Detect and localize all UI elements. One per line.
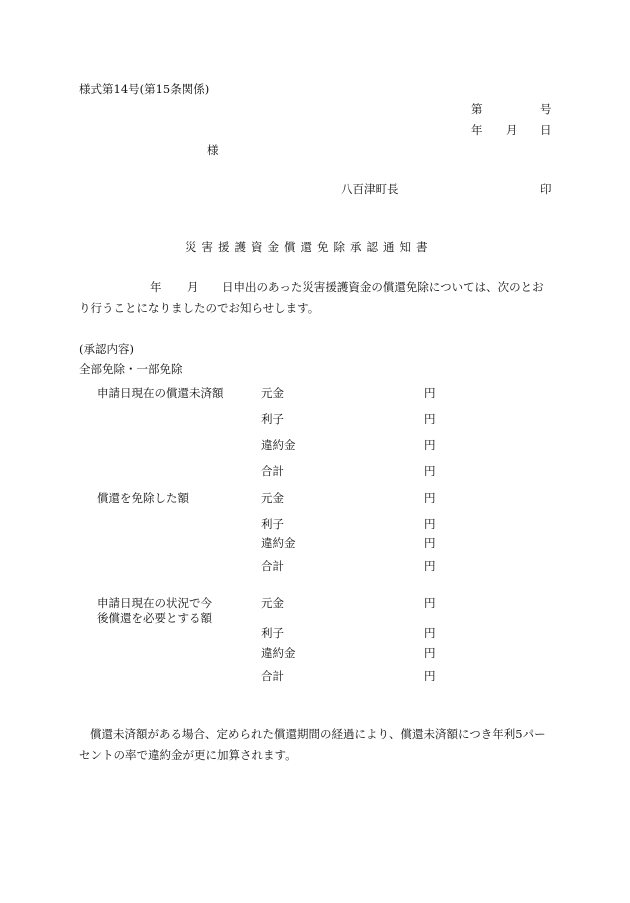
intro-paragraph <box>79 277 551 319</box>
row-unit: 円 <box>424 669 436 683</box>
row-unit: 円 <box>424 517 436 531</box>
document-title: 災害援護資金償還免除承認通知書 <box>185 240 433 254</box>
section-label: 後償還を必要とする額 <box>97 611 212 625</box>
recipient-honorific: 様 <box>207 143 219 157</box>
date-month: 月 <box>506 123 518 137</box>
row-item: 利子 <box>261 517 284 531</box>
date-day: 日 <box>540 123 552 137</box>
row-item: 合計 <box>261 464 284 478</box>
row-unit: 円 <box>424 559 436 573</box>
section-label: 償還を免除した額 <box>97 491 189 505</box>
seal-mark: 印 <box>540 182 552 196</box>
intro-year: 年 <box>150 280 162 294</box>
row-item: 利子 <box>261 626 284 640</box>
row-unit: 円 <box>424 536 436 550</box>
row-item: 合計 <box>261 559 284 573</box>
row-item: 違約金 <box>261 536 296 550</box>
row-unit: 円 <box>424 464 436 478</box>
intro-text: 日申出のあった災害援護資金の償還免除については、次のとおり行うことになりましたのでお知らせします。 <box>79 280 544 315</box>
row-unit: 円 <box>424 596 436 610</box>
row-unit: 円 <box>424 412 436 426</box>
row-unit: 円 <box>424 438 436 452</box>
form-number: 様式第14号(第15条関係) <box>79 82 210 96</box>
row-unit: 円 <box>424 491 436 505</box>
section-label: 申請日現在の状況で今 <box>97 596 212 610</box>
row-unit: 円 <box>424 386 436 400</box>
date-year: 年 <box>471 123 483 137</box>
late-fee-note: 償還未済額がある場合、定められた償還期間の経過により、償還未済額につき年利5パーセントの率で違約金が更に加算されます。 <box>79 727 546 762</box>
row-item: 元金 <box>261 596 284 610</box>
row-item: 利子 <box>261 412 284 426</box>
issuer-name: 八百津町長 <box>341 182 399 196</box>
row-item: 違約金 <box>261 646 296 660</box>
row-unit: 円 <box>424 626 436 640</box>
row-item: 元金 <box>261 491 284 505</box>
row-item: 合計 <box>261 669 284 683</box>
row-unit: 円 <box>424 646 436 660</box>
approval-heading: (承認内容) <box>79 342 134 356</box>
document-number-suffix: 号 <box>540 102 552 116</box>
row-item: 違約金 <box>261 438 296 452</box>
row-item: 元金 <box>261 386 284 400</box>
section-label: 申請日現在の償還未済額 <box>97 386 224 400</box>
intro-month: 月 <box>187 280 199 294</box>
exemption-type: 全部免除・一部免除 <box>79 362 183 376</box>
document-number-prefix: 第 <box>471 102 483 116</box>
